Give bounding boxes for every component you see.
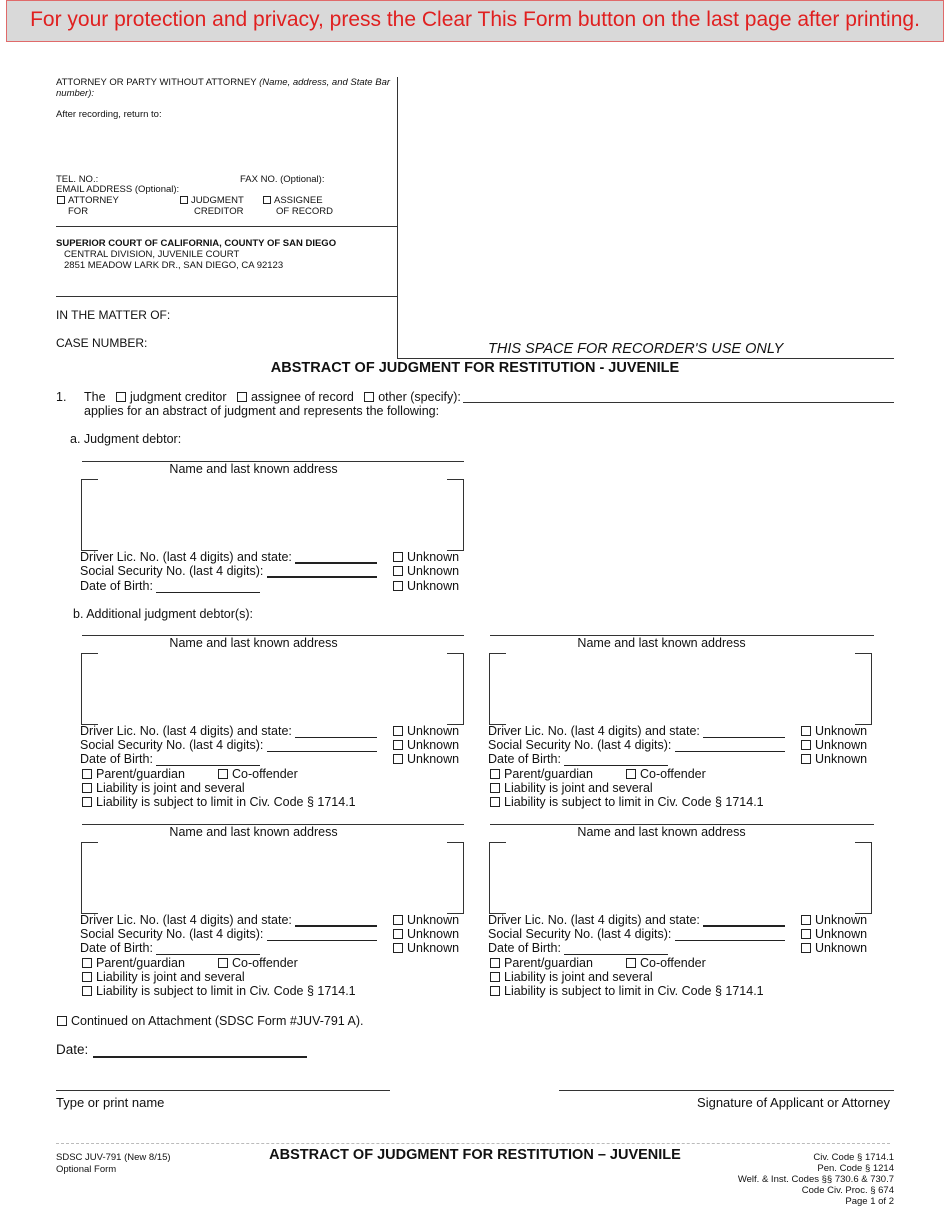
dob-row: Date of Birth: [488,941,668,955]
address-box-right [447,842,464,914]
footer-codes: Civ. Code § 1714.1 Pen. Code § 1214 Welf. & Inst. Codes §§ 730.6 & 730.7 Code Civ. Proc. § 674 Page 1 of 2 [737,1152,894,1207]
dob-row: Date of Birth: [80,941,260,955]
parent-guardian-checkbox[interactable]: Parent/guardian [490,956,593,970]
address-box-left [81,842,98,914]
ssn-row: Social Security No. (last 4 digits): [488,738,785,752]
driver-lic-field[interactable] [703,913,785,927]
liability-limit-checkbox[interactable]: Liability is subject to limit in Civ. Code § 1714.1 [82,984,356,998]
parent-guardian-checkbox[interactable]: Parent/guardian [82,956,185,970]
driver-lic-row: Driver Lic. No. (last 4 digits) and state: [80,724,377,738]
divider [56,296,398,297]
recorder-space-label: THIS SPACE FOR RECORDER'S USE ONLY [488,341,784,357]
other-specify-field[interactable] [463,402,894,403]
footer-title: ABSTRACT OF JUDGMENT FOR RESTITUTION – JUVENILE [269,1147,681,1163]
name-address-label: Name and last known address [169,825,338,839]
name-address-label: Name and last known address [169,462,338,476]
liability-limit-checkbox[interactable]: Liability is subject to limit in Civ. Code § 1714.1 [490,984,764,998]
address-box-left [81,479,98,551]
optional-form-label: Optional Form [56,1164,117,1175]
continued-checkbox[interactable]: Continued on Attachment (SDSC Form #JUV-791 A). [57,1014,364,1028]
dob-field[interactable] [156,753,260,766]
driver-lic-field[interactable] [295,913,377,927]
debtor-a-ssn: Social Security No. (last 4 digits): [80,564,377,578]
unknown-checkbox[interactable]: Unknown [393,941,459,955]
unknown-checkbox[interactable]: Unknown [393,550,459,564]
creditor-checkbox[interactable] [116,392,126,402]
role-creditor-checkbox[interactable]: JUDGMENT CREDITOR [180,195,244,217]
parent-guardian-checkbox[interactable]: Parent/guardian [82,767,185,781]
ssn-row: Social Security No. (last 4 digits): [488,927,785,941]
checkbox-icon[interactable] [57,196,65,204]
clear-form-banner: For your protection and privacy, press the Clear This Form button on the last page after printing. [6,0,944,42]
type-name-label: Type or print name [56,1095,165,1110]
dob-field[interactable] [564,942,668,955]
attorney-label: ATTORNEY OR PARTY WITHOUT ATTORNEY (Name, address, and State Bar number): [56,77,391,99]
address-box-right [447,653,464,725]
checkbox-icon[interactable] [263,196,271,204]
co-offender-checkbox[interactable]: Co-offender [218,767,298,781]
joint-several-checkbox[interactable]: Liability is joint and several [82,970,245,984]
address-box-left [81,653,98,725]
address-box-left [489,653,506,725]
co-offender-checkbox[interactable]: Co-offender [218,956,298,970]
signature-line[interactable] [559,1090,894,1091]
unknown-checkbox[interactable]: Unknown [393,913,459,927]
co-offender-checkbox[interactable]: Co-offender [626,956,706,970]
debtor-a-dob: Date of Birth: [80,579,260,593]
unknown-checkbox[interactable]: Unknown [801,941,867,955]
debtor-a-address-field[interactable] [100,482,440,546]
form-id: SDSC JUV-791 (New 8/15) [56,1152,171,1163]
checkbox-icon[interactable] [180,196,188,204]
section-b-label: b. Additional judgment debtor(s): [73,607,253,621]
joint-several-checkbox[interactable]: Liability is joint and several [490,781,653,795]
joint-several-checkbox[interactable]: Liability is joint and several [490,970,653,984]
form-title: ABSTRACT OF JUDGMENT FOR RESTITUTION - JUVENILE [270,360,680,376]
name-address-label: Name and last known address [169,636,338,650]
matter-label: IN THE MATTER OF: [56,308,171,322]
ssn-row: Social Security No. (last 4 digits): [80,927,377,941]
dob-row: Date of Birth: [488,752,668,766]
joint-several-checkbox[interactable]: Liability is joint and several [82,781,245,795]
liability-limit-checkbox[interactable]: Liability is subject to limit in Civ. Code § 1714.1 [82,795,356,809]
unknown-checkbox[interactable]: Unknown [801,738,867,752]
after-recording-label: After recording, return to: [56,109,162,120]
dob-field[interactable] [156,580,260,593]
name-address-label: Name and last known address [577,636,746,650]
signature-label: Signature of Applicant or Attorney [697,1095,890,1110]
unknown-checkbox[interactable]: Unknown [393,579,459,593]
item1-applicant-row: The judgment creditor assignee of record other (specify): [84,390,461,404]
unknown-checkbox[interactable]: Unknown [801,724,867,738]
footer-divider [56,1143,890,1144]
co-offender-checkbox[interactable]: Co-offender [626,767,706,781]
unknown-checkbox[interactable]: Unknown [393,752,459,766]
address-box-right [855,842,872,914]
case-number-label: CASE NUMBER: [56,336,148,350]
other-checkbox[interactable] [364,392,374,402]
court-address: 2851 MEADOW LARK DR., SAN DIEGO, CA 92123 [64,260,284,271]
unknown-checkbox[interactable]: Unknown [393,927,459,941]
header-divider [397,77,398,358]
court-name: SUPERIOR COURT OF CALIFORNIA, COUNTY OF SAN DIEGO [56,238,337,249]
assignee-checkbox[interactable] [237,392,247,402]
unknown-checkbox[interactable]: Unknown [393,738,459,752]
ssn-field[interactable] [267,739,377,752]
address-box-right [855,653,872,725]
ssn-field[interactable] [675,739,785,752]
section-a-label: a. Judgment debtor: [70,432,182,446]
date-label: Date: [56,1042,89,1057]
item1-applies: applies for an abstract of judgment and represents the following: [84,404,440,418]
fax-label: FAX NO. (Optional): [240,174,325,185]
court-division: CENTRAL DIVISION, JUVENILE COURT [64,249,240,260]
item1-number: 1. [56,390,67,404]
debtor-address-field[interactable] [100,846,440,908]
unknown-checkbox[interactable]: Unknown [801,752,867,766]
dob-field[interactable] [156,942,260,955]
name-address-label: Name and last known address [577,825,746,839]
unknown-checkbox[interactable]: Unknown [393,724,459,738]
dob-row: Date of Birth: [80,752,260,766]
divider [56,226,398,227]
parent-guardian-checkbox[interactable]: Parent/guardian [490,767,593,781]
ssn-row: Social Security No. (last 4 digits): [80,738,377,752]
unknown-checkbox[interactable]: Unknown [393,564,459,578]
ssn-field[interactable] [675,928,785,941]
driver-lic-row: Driver Lic. No. (last 4 digits) and state: [488,724,785,738]
driver-lic-field[interactable] [295,550,377,564]
divider [397,358,894,359]
liability-limit-checkbox[interactable]: Liability is subject to limit in Civ. Code § 1714.1 [490,795,764,809]
debtor-address-field[interactable] [100,657,440,719]
ssn-field[interactable] [267,928,377,941]
driver-lic-field[interactable] [703,725,785,738]
unknown-checkbox[interactable]: Unknown [801,913,867,927]
address-box-right [447,479,464,551]
driver-lic-field[interactable] [295,725,377,738]
unknown-checkbox[interactable]: Unknown [801,927,867,941]
role-assignee-checkbox[interactable]: ASSIGNEE OF RECORD [263,195,333,217]
dob-field[interactable] [564,753,668,766]
ssn-field[interactable] [267,564,377,578]
debtor-address-field[interactable] [508,657,848,719]
name-line[interactable] [56,1090,390,1091]
address-box-left [489,842,506,914]
driver-lic-row: Driver Lic. No. (last 4 digits) and state: [488,913,785,927]
date-field[interactable] [93,1056,307,1058]
role-attorney-checkbox[interactable]: ATTORNEY FOR [57,195,119,217]
debtor-address-field[interactable] [508,846,848,908]
driver-lic-row: Driver Lic. No. (last 4 digits) and state: [80,913,377,927]
tel-label: TEL. NO.: [56,174,99,185]
debtor-a-driver-lic: Driver Lic. No. (last 4 digits) and state: [80,550,377,564]
email-label: EMAIL ADDRESS (Optional): [56,184,180,195]
